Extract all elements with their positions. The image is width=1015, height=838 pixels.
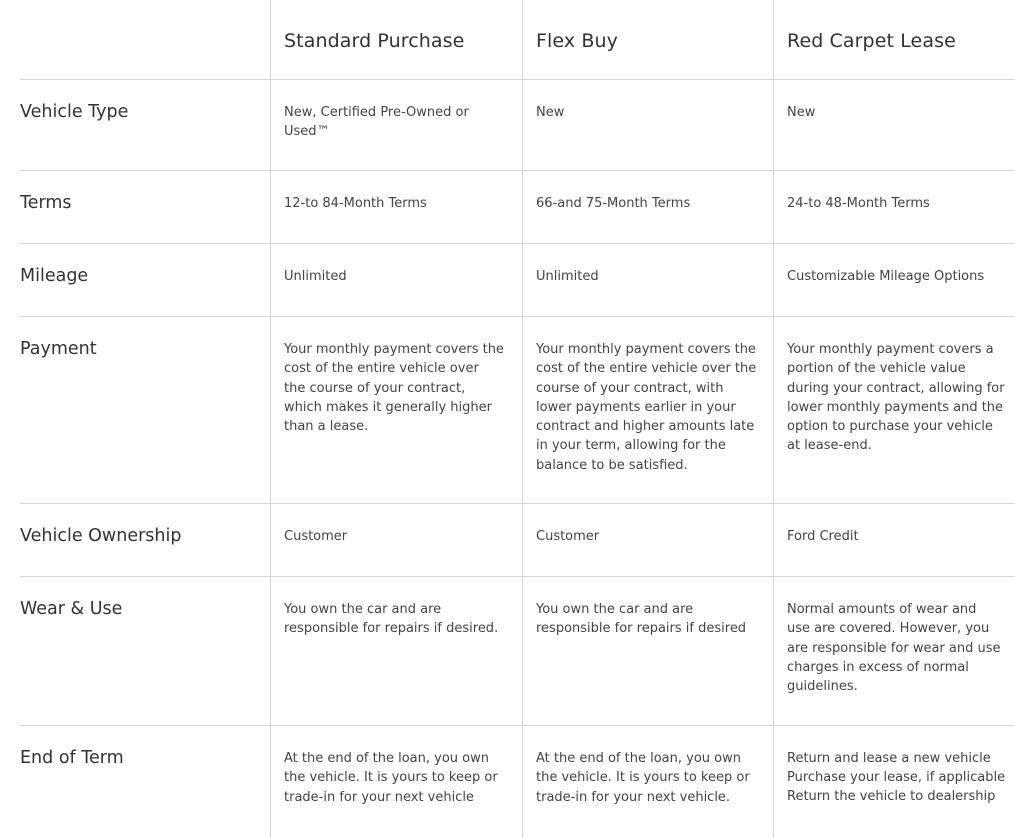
row-label: Vehicle Ownership — [20, 526, 182, 546]
table-cell — [773, 317, 1015, 503]
row-label-cell — [20, 577, 270, 725]
table-cell — [270, 504, 522, 576]
table-cell — [270, 80, 522, 170]
table-row — [20, 170, 1015, 243]
cell-value: 12-to 84-Month Terms — [284, 196, 427, 211]
end-of-term-options — [787, 749, 1008, 806]
row-label: Wear & Use — [20, 599, 123, 619]
table-cell — [270, 244, 522, 316]
comparison-table — [20, 0, 1015, 837]
header-cell-red-carpet-lease — [773, 0, 1015, 79]
cell-value: New — [787, 105, 816, 120]
table-cell — [522, 726, 773, 838]
table-cell — [522, 244, 773, 316]
cell-value: You own the car and are responsible for repairs if desired — [536, 602, 747, 637]
row-label-cell — [20, 171, 270, 243]
cell-value: Normal amounts of wear and use are covered. However, you are responsible for wear and use charges in excess of normal guidelines. — [787, 602, 1001, 695]
row-label: Terms — [20, 193, 72, 213]
table-cell — [773, 171, 1015, 243]
table-cell — [773, 504, 1015, 576]
table-cell — [522, 317, 773, 503]
row-label: Vehicle Type — [20, 102, 129, 122]
column-header: Standard Purchase — [284, 30, 465, 52]
cell-value: Your monthly payment covers the cost of the entire vehicle over the course of your contract, which makes it generally higher than a lease. — [284, 342, 504, 435]
table-row — [20, 576, 1015, 725]
row-label-cell — [20, 504, 270, 576]
table-cell — [773, 244, 1015, 316]
cell-value: Unlimited — [284, 269, 347, 284]
list-item: Purchase your lease, if applicable — [787, 770, 1006, 785]
table-cell — [522, 80, 773, 170]
row-label-cell — [20, 726, 270, 838]
cell-value: At the end of the loan, you own the vehicle. It is yours to keep or trade-in for your next vehicle. — [536, 751, 750, 805]
cell-value: Customizable Mileage Options — [787, 269, 985, 284]
table-row — [20, 725, 1015, 838]
header-cell-standard-purchase — [270, 0, 522, 79]
header-cell-empty — [20, 0, 270, 79]
column-header: Red Carpet Lease — [787, 30, 956, 52]
cell-value: Your monthly payment covers the cost of the entire vehicle over the course of your contract, with lower payments earlier in your contract and higher amounts late in your term, allowing for the balance to be satisfied. — [536, 342, 757, 473]
cell-value: Customer — [284, 529, 348, 544]
table-row — [20, 79, 1015, 170]
column-header: Flex Buy — [536, 30, 618, 52]
table-cell — [773, 80, 1015, 170]
cell-value: You own the car and are responsible for repairs if desired. — [284, 602, 499, 637]
cell-value: Unlimited — [536, 269, 599, 284]
table-row — [20, 316, 1015, 503]
list-item: Return and lease a new vehicle — [787, 751, 991, 766]
table-cell — [270, 171, 522, 243]
header-cell-flex-buy — [522, 0, 773, 79]
list-item: Return the vehicle to dealership — [787, 789, 996, 804]
row-label: Mileage — [20, 266, 89, 286]
table-cell — [270, 726, 522, 838]
row-label-cell — [20, 80, 270, 170]
cell-value: Your monthly payment covers a portion of the vehicle value during your contract, allowing for lower monthly payments and the option to purchase your vehicle at lease-end. — [787, 342, 1005, 454]
table-cell — [773, 577, 1015, 725]
table-cell — [522, 171, 773, 243]
row-label: Payment — [20, 339, 97, 359]
row-label: End of Term — [20, 748, 124, 768]
table-header-row — [20, 0, 1015, 79]
table-cell — [270, 317, 522, 503]
row-label-cell — [20, 244, 270, 316]
table-cell — [270, 577, 522, 725]
cell-value: Customer — [536, 529, 600, 544]
cell-value: New, Certified Pre-Owned or Used™ — [284, 105, 469, 140]
cell-value: Ford Credit — [787, 529, 859, 544]
cell-value: At the end of the loan, you own the vehicle. It is yours to keep or trade-in for your next vehicle — [284, 751, 498, 805]
table-row — [20, 243, 1015, 316]
table-cell — [522, 577, 773, 725]
table-row — [20, 503, 1015, 576]
cell-value: 24-to 48-Month Terms — [787, 196, 930, 211]
cell-value: 66-and 75-Month Terms — [536, 196, 691, 211]
table-cell — [522, 504, 773, 576]
row-label-cell — [20, 317, 270, 503]
table-cell — [773, 726, 1015, 838]
cell-value: New — [536, 105, 565, 120]
